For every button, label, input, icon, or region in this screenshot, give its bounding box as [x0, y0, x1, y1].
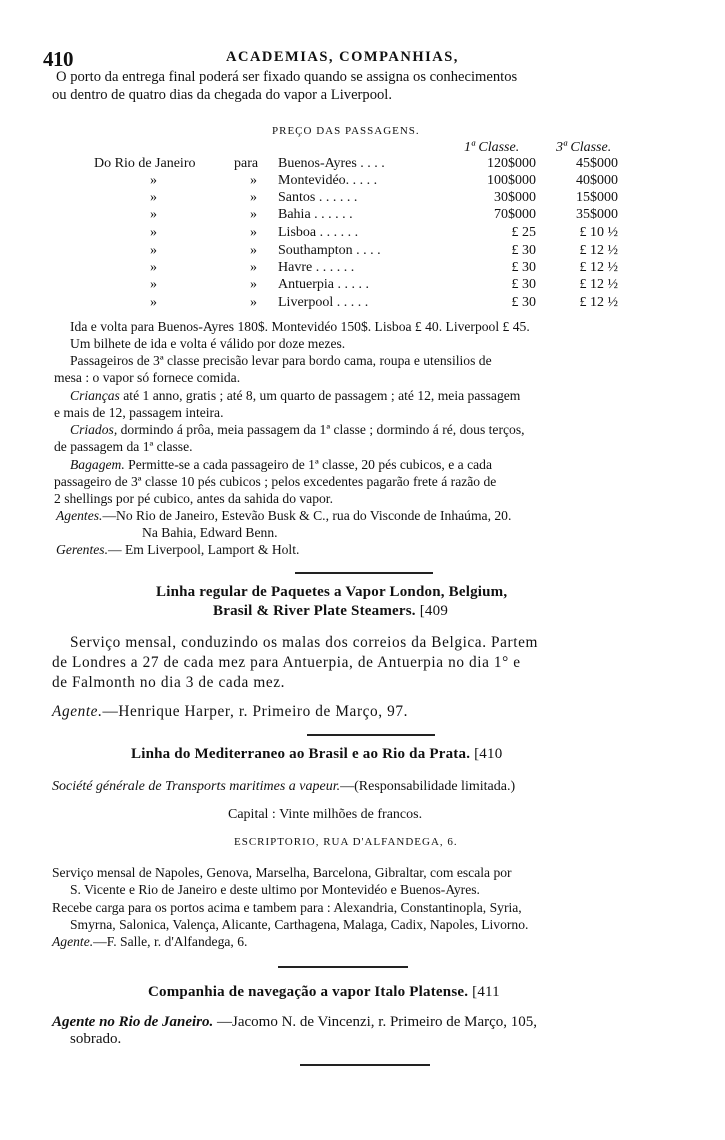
return-fares-note: Ida e volta para Buenos-Ayres 180$. Montevidéo 150$. Lisboa £ 40. Liverpool £ 45.: [70, 319, 530, 334]
page-number: 410: [43, 47, 73, 71]
section-409-body-2: de Londres a 27 de cada mez para Antuerpia, de Antuerpia no dia 1° e: [52, 654, 521, 671]
section-410-company: Société générale de Transports maritimes a vapeur.—(Responsabilidade limitada.): [52, 779, 516, 794]
third-class-note-1: Passageiros de 3ª classe precisão levar para bordo cama, roupa e utensilios de: [70, 353, 492, 368]
section-411-title: Companhia de navegação a vapor Italo Platense. [411: [148, 984, 500, 1000]
fares-title: PREÇO DAS PASSAGENS.: [272, 125, 420, 137]
validity-note: Um bilhete de ida e volta é válido por doze mezes.: [70, 336, 346, 351]
fare-third: £ 12 ½: [579, 260, 618, 275]
section-409-body-3: de Falmonth no dia 3 de cada mez.: [52, 674, 286, 691]
servants-note-1: Criados, dormindo á prôa, meia passagem da 1ª classe ; dormindo á ré, dous terços,: [70, 422, 525, 437]
fare-destination: Montevidéo. . . . .: [278, 173, 378, 188]
fare-prep: »: [250, 295, 257, 310]
children-note-2: e mais de 12, passagem inteira.: [54, 405, 224, 420]
fare-origin: »: [150, 260, 157, 275]
third-class-note-2: mesa : o vapor só fornece comida.: [54, 370, 241, 385]
fare-row: [0, 173, 725, 189]
agents-note-1: Agentes.—No Rio de Janeiro, Estevão Busk & C., rua do Visconde de Inhaúma, 20.: [56, 508, 512, 523]
fare-destination: Havre . . . . . .: [278, 260, 355, 275]
fare-prep: »: [250, 207, 257, 222]
fare-destination: Southampton . . . .: [278, 243, 381, 258]
fare-third: 15$000: [576, 190, 618, 205]
section-411-ref: [411: [472, 984, 500, 1000]
section-divider: [300, 1064, 430, 1066]
fare-first: £ 30: [511, 277, 536, 292]
fare-first: £ 30: [511, 260, 536, 275]
section-410-service-1: Serviço mensal de Napoles, Genova, Marselha, Barcelona, Gibraltar, com escala por: [52, 865, 512, 880]
section-410-agent: Agente.—F. Salle, r. d'Alfandega, 6.: [52, 934, 248, 949]
fare-row: [0, 156, 725, 172]
section-410-service-2: S. Vicente e Rio de Janeiro e deste ultimo por Montevidéo e Buenos-Ayres.: [70, 882, 480, 897]
section-410-ref: [410: [474, 746, 503, 762]
section-409-title-2: Brasil & River Plate Steamers. [409: [213, 603, 449, 619]
section-409-body-1: Serviço mensal, conduzindo os malas dos correios da Belgica. Partem: [70, 634, 538, 651]
fare-origin: »: [150, 190, 157, 205]
section-divider: [295, 572, 433, 574]
fare-third: £ 12 ½: [579, 277, 618, 292]
fare-origin: »: [150, 295, 157, 310]
section-410-cargo-2: Smyrna, Salonica, Valença, Alicante, Carthagena, Malaga, Cadix, Napoles, Livorno.: [70, 917, 529, 932]
fare-destination: Bahia . . . . . .: [278, 207, 353, 222]
fare-origin: »: [150, 225, 157, 240]
section-409-title-1: Linha regular de Paquetes a Vapor London, Belgium,: [156, 584, 508, 600]
section-410-office: ESCRIPTORIO, RUA D'ALFANDEGA, 6.: [234, 836, 458, 848]
fare-row: [0, 295, 725, 311]
fare-first: £ 30: [511, 243, 536, 258]
fare-prep: »: [250, 225, 257, 240]
managers-label: Gerentes.: [56, 542, 108, 557]
fare-origin: »: [150, 243, 157, 258]
section-411-agent-1: Agente no Rio de Janeiro. —Jacomo N. de Vincenzi, r. Primeiro de Março, 105,: [52, 1014, 538, 1030]
fares-col-third: 3ª Classe.: [556, 140, 612, 155]
fare-third: 45$000: [576, 156, 618, 171]
section-411-agent-label: Agente no Rio de Janeiro.: [52, 1014, 214, 1030]
fare-prep: »: [250, 277, 257, 292]
section-410-company-name: Société générale de Transports maritimes a vapeur.: [52, 779, 341, 794]
managers-note: Gerentes.— Em Liverpool, Lamport & Holt.: [56, 542, 300, 557]
section-411-agent-2: sobrado.: [70, 1031, 122, 1047]
baggage-note-2: passageiro de 3ª classe 10 pés cubicos ; pelos excedentes pagarão frete á razão de: [54, 474, 497, 489]
fare-first: 30$000: [494, 190, 536, 205]
agents-note-2: Na Bahia, Edward Benn.: [142, 525, 278, 540]
fare-third: £ 12 ½: [579, 295, 618, 310]
fares-col-first: 1ª Classe.: [464, 140, 520, 155]
fare-first: £ 25: [511, 225, 536, 240]
intro-line-1: O porto da entrega final poderá ser fixado quando se assigna os conhecimentos: [56, 69, 518, 85]
fare-row: [0, 225, 725, 241]
fare-row: [0, 207, 725, 223]
fare-origin: Do Rio de Janeiro: [94, 156, 196, 171]
fare-row: [0, 243, 725, 259]
fare-first: £ 30: [511, 295, 536, 310]
fare-prep: »: [250, 243, 257, 258]
fare-third: 40$000: [576, 173, 618, 188]
agents-label: Agentes.: [56, 508, 103, 523]
section-409-ref: [409: [419, 603, 449, 619]
fare-destination: Lisboa . . . . . .: [278, 225, 359, 240]
fare-first: 100$000: [487, 173, 536, 188]
fare-third: £ 10 ½: [579, 225, 618, 240]
fare-destination: Liverpool . . . . .: [278, 295, 369, 310]
fare-third: £ 12 ½: [579, 243, 618, 258]
fare-row: [0, 190, 725, 206]
fare-destination: Antuerpia . . . . .: [278, 277, 369, 292]
fare-origin: »: [150, 277, 157, 292]
fare-first: 70$000: [494, 207, 536, 222]
fare-destination: Santos . . . . . .: [278, 190, 358, 205]
running-title: ACADEMIAS, COMPANHIAS,: [226, 49, 459, 65]
fare-destination: Buenos-Ayres . . . .: [278, 156, 385, 171]
children-label: Crianças: [70, 388, 120, 403]
intro-line-2: ou dentro de quatro dias da chegada do vapor a Liverpool.: [52, 87, 392, 103]
section-410-capital: Capital : Vinte milhões de francos.: [228, 807, 423, 822]
fare-prep: »: [250, 173, 257, 188]
fare-first: 120$000: [487, 156, 536, 171]
fare-prep: »: [250, 260, 257, 275]
fare-third: 35$000: [576, 207, 618, 222]
section-410-title: Linha do Mediterraneo ao Brasil e ao Rio da Prata. [410: [131, 746, 503, 762]
servants-note-2: de passagem da 1ª classe.: [54, 439, 193, 454]
section-divider: [307, 734, 435, 736]
children-note-1: Crianças até 1 anno, gratis ; até 8, um quarto de passagem ; até 12, meia passagem: [70, 388, 521, 403]
fare-origin: »: [150, 173, 157, 188]
baggage-note-3: 2 shellings por pé cubico, antes da sahida do vapor.: [54, 491, 333, 506]
section-410-agent-label: Agente.: [52, 934, 94, 949]
fare-row: [0, 260, 725, 276]
fare-row: [0, 277, 725, 293]
baggage-label: Bagagem.: [70, 457, 125, 472]
servants-label: Criados,: [70, 422, 118, 437]
baggage-note-1: Bagagem. Permitte-se a cada passageiro de 1ª classe, 20 pés cubicos, e a cada: [70, 457, 492, 472]
section-410-cargo-1: Recebe carga para os portos acima e tambem para : Alexandria, Constantinopla, Syria,: [52, 900, 522, 915]
fare-prep: »: [250, 190, 257, 205]
section-divider: [278, 966, 408, 968]
section-409-agent-label: Agente.: [52, 703, 103, 720]
fare-origin: »: [150, 207, 157, 222]
section-409-agent: Agente.—Henrique Harper, r. Primeiro de Março, 97.: [52, 703, 409, 720]
fare-prep: para: [234, 156, 259, 171]
